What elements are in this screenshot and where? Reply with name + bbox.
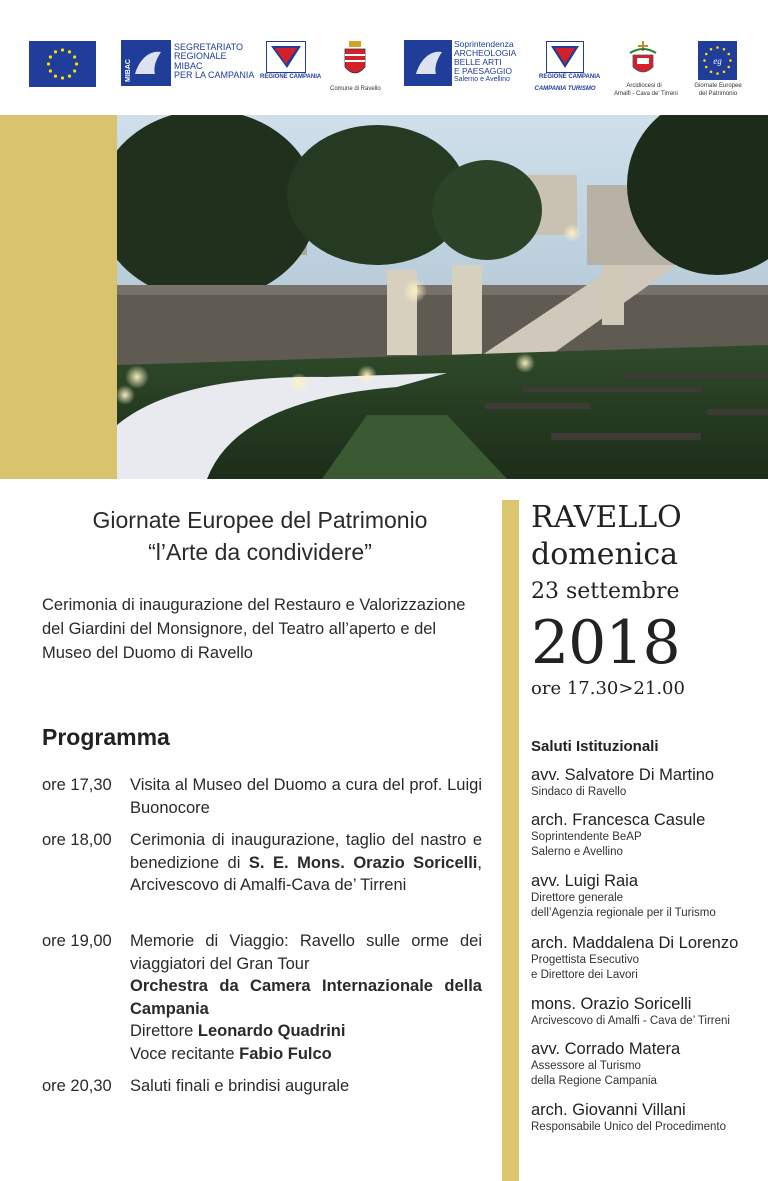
segretariato-text bbox=[174, 43, 254, 81]
eu-star-icon bbox=[710, 70, 713, 73]
saluti-heading: Saluti Istituzionali bbox=[531, 738, 659, 755]
programma-heading: Programma bbox=[42, 724, 170, 750]
segretariato-line: SEGRETARIATO bbox=[174, 42, 244, 52]
soprintendenza-line: BELLE ARTI bbox=[454, 56, 502, 67]
regione-campania-label-2: REGIONE CAMPANIA bbox=[539, 74, 601, 80]
speaker bbox=[531, 1039, 763, 1089]
eu-star-icon bbox=[727, 53, 730, 56]
giornate-logo-line: Giornate Europee bbox=[694, 83, 742, 89]
arcidiocesi-label bbox=[614, 82, 678, 98]
weekday: domenica bbox=[531, 537, 679, 572]
eu-star-icon bbox=[710, 48, 713, 51]
speaker-role: Sindaco di Ravello bbox=[531, 786, 627, 798]
garden-theatre-photo bbox=[117, 115, 768, 479]
eu-star-icon bbox=[716, 72, 719, 75]
narrator-label: Voce recitante bbox=[130, 1044, 240, 1063]
speaker-name: mons. Orazio Soricelli bbox=[531, 995, 692, 1013]
event-year: 2018 bbox=[531, 608, 680, 678]
campania-turismo-label: CAMPANIA TURISMO bbox=[534, 86, 596, 92]
narrator-name: Fabio Fulco bbox=[239, 1044, 332, 1063]
speaker-role: Arcivescovo di Amalfi - Cava de’ Tirreni bbox=[531, 1015, 730, 1027]
eu-star-icon bbox=[68, 50, 71, 53]
eu-star-icon bbox=[716, 46, 719, 49]
programma-text bbox=[130, 829, 482, 897]
director-line bbox=[130, 1020, 482, 1043]
eu-flag-icon bbox=[29, 41, 96, 87]
eu-star-icon bbox=[68, 75, 71, 78]
programma-text bbox=[130, 930, 482, 1065]
eu-star-icon bbox=[729, 59, 732, 62]
eu-star-icon bbox=[49, 55, 52, 58]
city-name: RAVELLO bbox=[531, 500, 682, 535]
programma-text-part: Cerimonia di inaugurazione, taglio del nastro e benedizione di bbox=[130, 831, 482, 872]
eu-star-icon bbox=[723, 70, 726, 73]
programma-text: Saluti finali e brindisi augurale bbox=[130, 1077, 350, 1095]
speaker-role: Direttore generale bbox=[531, 892, 624, 904]
narrator-line bbox=[130, 1043, 482, 1066]
director-label: Direttore bbox=[130, 1022, 198, 1040]
eu-star-icon bbox=[47, 62, 50, 65]
eu-star-icon bbox=[723, 48, 726, 51]
eu-star-icon bbox=[73, 55, 76, 58]
regione-campania-label: REGIONE CAMPANIA bbox=[260, 74, 322, 80]
programma-time: ore 17,30 bbox=[42, 776, 112, 794]
eu-star-icon bbox=[61, 48, 64, 51]
programma-time: ore 18,00 bbox=[42, 831, 112, 849]
event-hours: ore 17.30>21.00 bbox=[531, 678, 685, 699]
eu-star-icon bbox=[49, 69, 52, 72]
speaker-role: Progettista Esecutivo bbox=[531, 954, 640, 966]
soprintendenza-line: ARCHEOLOGIA bbox=[454, 47, 517, 58]
programma-time: ore 20,30 bbox=[42, 1077, 112, 1095]
regione-campania-logo bbox=[266, 41, 306, 73]
event-title: Giornate Europee del Patrimonio bbox=[92, 507, 428, 533]
giornate-europee-logo bbox=[698, 41, 737, 80]
speaker-name: arch. Giovanni Villani bbox=[531, 1101, 686, 1119]
speaker-role: Soprintendente BeAP bbox=[531, 831, 642, 843]
eu-star-icon bbox=[61, 76, 64, 79]
gold-band-right bbox=[502, 500, 519, 1181]
speaker-role: Responsabile Unico del Procedimento bbox=[531, 1121, 726, 1133]
soprintendenza-text bbox=[454, 40, 516, 83]
mibac-logo-2 bbox=[404, 40, 452, 86]
eu-star-icon bbox=[54, 75, 57, 78]
speaker bbox=[531, 765, 763, 800]
comune-ravello-crest bbox=[344, 41, 366, 79]
segretariato-line: MIBAC bbox=[174, 60, 203, 71]
speaker-name: avv. Salvatore Di Martino bbox=[531, 766, 715, 784]
mibac-label: MIBAC bbox=[125, 59, 132, 82]
programma-text-part: , Arcivescovo di Amalfi-Cava de’ Tirreni bbox=[130, 853, 482, 894]
programma-item bbox=[42, 1075, 482, 1099]
programma-text-part: Memorie di Viaggio: Ravello sulle orme dei viaggiatori del Gran Tour bbox=[130, 932, 482, 973]
programma-item bbox=[42, 774, 482, 819]
programma-item bbox=[42, 930, 482, 1070]
event-subtitle: “l’Arte da condividere” bbox=[148, 539, 372, 565]
soprintendenza-line: E PAESAGGIO bbox=[454, 65, 512, 76]
giornate-logo-line: del Patrimonio bbox=[698, 91, 738, 97]
eu-star-icon bbox=[727, 66, 730, 69]
programma-item bbox=[42, 829, 482, 921]
director-name: Leonardo Quadrini bbox=[197, 1022, 346, 1040]
speaker-name: arch. Maddalena Di Lorenzo bbox=[531, 934, 739, 952]
logo-bar bbox=[0, 0, 768, 115]
giornate-logo-label bbox=[688, 82, 748, 98]
programma-text: Visita al Museo del Duomo a cura del prof. Luigi Buonocore bbox=[130, 776, 482, 817]
event-date: 23 settembre bbox=[531, 579, 680, 604]
orchestra-name: Orchestra da Camera Internazionale della Campania bbox=[130, 977, 482, 1018]
regione-campania-logo-2 bbox=[546, 41, 584, 73]
comune-label: Comune di Ravello bbox=[330, 86, 381, 92]
segretariato-line: PER LA CAMPANIA bbox=[174, 70, 255, 81]
speaker-role: Assessore al Turismo bbox=[531, 1060, 641, 1072]
eu-star-icon bbox=[54, 50, 57, 53]
arcidiocesi-crest bbox=[624, 41, 662, 77]
segretariato-line: REGIONALE bbox=[174, 51, 227, 62]
speaker-name: avv. Luigi Raia bbox=[531, 872, 639, 890]
eu-star-icon bbox=[705, 66, 708, 69]
eu-star-icon bbox=[75, 62, 78, 65]
mibac-logo bbox=[121, 40, 171, 86]
soprintendenza-line: Soprintendenza bbox=[454, 39, 514, 49]
arcidiocesi-line: Amalfi - Cava de' Tirreni bbox=[614, 91, 678, 97]
speaker bbox=[531, 871, 763, 921]
programma-bold-name: S. E. Mons. Orazio Soricelli bbox=[248, 853, 478, 872]
arcidiocesi-line: Arcidiocesi di bbox=[626, 83, 662, 89]
soprintendenza-line: Salerno e Avellino bbox=[454, 75, 510, 83]
speaker bbox=[531, 994, 763, 1029]
eu-star-icon bbox=[703, 59, 706, 62]
programma-time: ore 19,00 bbox=[42, 932, 112, 950]
speaker-name: arch. Francesca Casule bbox=[531, 811, 706, 829]
speaker-role: Salerno e Avellino bbox=[531, 846, 623, 858]
ceremony-description: Cerimonia di inaugurazione del Restauro e Valorizzazione del Giardini del Monsignore, del Teatro all’aperto e del Museo del Duomo di Ravello bbox=[42, 596, 466, 662]
speaker bbox=[531, 1100, 763, 1135]
svg-text:eg: eg bbox=[713, 56, 722, 66]
speaker bbox=[531, 933, 763, 983]
eu-star-icon bbox=[73, 69, 76, 72]
speaker-role: e Direttore dei Lavori bbox=[531, 969, 638, 981]
gold-band-left bbox=[0, 115, 117, 479]
eu-star-icon bbox=[705, 53, 708, 56]
speaker-role: dell’Agenzia regionale per il Turismo bbox=[531, 907, 716, 919]
speaker bbox=[531, 810, 763, 860]
speaker-name: avv. Corrado Matera bbox=[531, 1040, 681, 1058]
speaker-role: della Regione Campania bbox=[531, 1075, 657, 1087]
